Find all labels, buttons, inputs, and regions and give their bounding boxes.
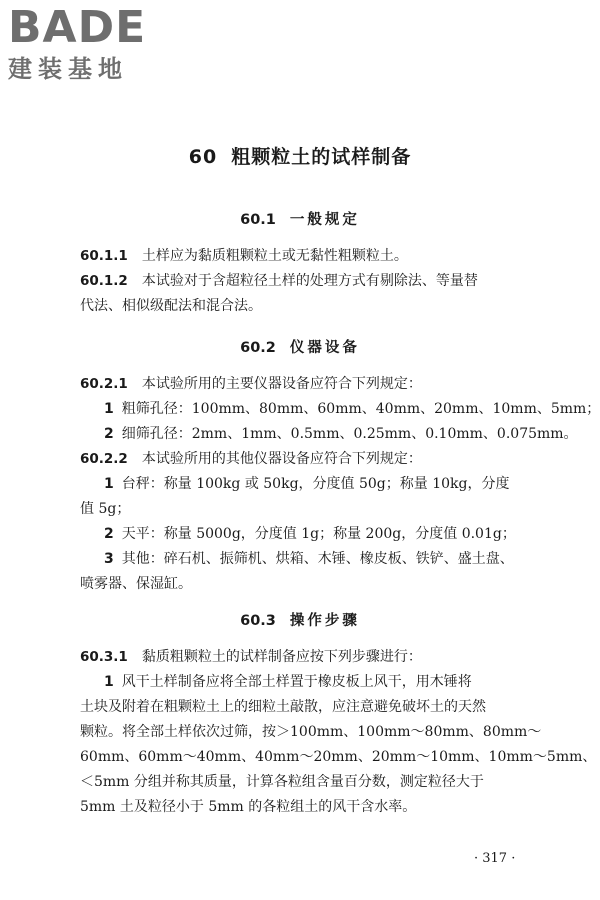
clause-60-2-2 bbox=[80, 450, 540, 468]
item-text: 粗筛孔径：100mm、80mm、60mm、40mm、20mm、10mm、5mm； bbox=[121, 401, 600, 417]
item-text: 风干土样制备应将全部土样置于橡皮板上风干，用木锤将 bbox=[121, 674, 472, 690]
item-60-2-2-3-cont: 喷雾器、保湿缸。 bbox=[80, 576, 192, 592]
item-60-2-1-1 bbox=[104, 400, 600, 418]
clause-number: 60.2.2 bbox=[80, 451, 128, 467]
item-60-3-1-1-cont-5: 5mm 土及粒径小于 5mm 的各粒组土的风干含水率。 bbox=[80, 799, 417, 815]
item-number: 2 bbox=[104, 426, 114, 442]
clause-text: 本试验所用的其他仪器设备应符合下列规定： bbox=[141, 451, 422, 467]
item-60-2-2-1 bbox=[104, 475, 540, 493]
section-number: 60.3 bbox=[240, 613, 276, 629]
item-60-3-1-1-cont-1: 土块及附着在粗颗粒土上的细粒土敲散，应注意避免破坏土的天然 bbox=[80, 699, 486, 715]
clause-60-1-1 bbox=[80, 247, 540, 265]
clause-text: 土样应为黏质粗颗粒土或无黏性粗颗粒土。 bbox=[141, 248, 408, 264]
section-number: 60.2 bbox=[240, 340, 276, 356]
item-number: 3 bbox=[104, 551, 114, 567]
chapter-title bbox=[0, 142, 600, 169]
logo-title: BADE bbox=[8, 2, 147, 53]
item-60-3-1-1-cont-4: ＜5mm 分组并称其质量，计算各粒组含量百分数，测定粒径大于 bbox=[80, 774, 484, 790]
item-60-2-2-3 bbox=[104, 550, 540, 568]
item-number: 1 bbox=[104, 476, 114, 492]
clause-text: 黏质粗颗粒土的试样制备应按下列步骤进行： bbox=[141, 649, 422, 665]
item-60-3-1-1-cont-3: 60mm、60mm～40mm、40mm～20mm、20mm～10mm、10mm～5mm、 bbox=[80, 749, 597, 765]
item-text: 天平：称量 5000g，分度值 1g；称量 200g，分度值 0.01g； bbox=[121, 526, 516, 542]
item-text: 台秤：称量 100kg 或 50kg，分度值 50g；称量 10kg，分度 bbox=[121, 476, 510, 492]
clause-number: 60.3.1 bbox=[80, 649, 128, 665]
page-number: · 317 · bbox=[474, 851, 516, 866]
section-title-text: 仪器设备 bbox=[289, 340, 360, 356]
item-60-2-1-2 bbox=[104, 425, 578, 443]
section-title-text: 一般规定 bbox=[289, 212, 360, 228]
logo bbox=[8, 2, 178, 88]
clause-number: 60.1.1 bbox=[80, 248, 128, 264]
item-60-2-2-2 bbox=[104, 525, 540, 543]
clause-number: 60.1.2 bbox=[80, 273, 128, 289]
item-text: 其他：碎石机、振筛机、烘箱、木锤、橡皮板、铁铲、盛土盘、 bbox=[121, 551, 514, 567]
item-60-3-1-1 bbox=[104, 673, 540, 691]
chapter-number: 60 bbox=[188, 146, 218, 168]
clause-60-3-1 bbox=[80, 648, 540, 666]
item-number: 1 bbox=[104, 401, 114, 417]
clause-60-1-2 bbox=[80, 272, 540, 290]
clause-number: 60.2.1 bbox=[80, 376, 128, 392]
item-number: 1 bbox=[104, 674, 114, 690]
clause-60-2-1 bbox=[80, 375, 540, 393]
section-title-60-3 bbox=[0, 609, 600, 630]
item-60-2-2-1-cont: 值 5g； bbox=[80, 501, 131, 517]
clause-text: 本试验对于含超粒径土样的处理方式有剔除法、等量替 bbox=[141, 273, 478, 289]
clause-text: 本试验所用的主要仪器设备应符合下列规定： bbox=[141, 376, 422, 392]
section-title-60-2 bbox=[0, 336, 600, 357]
item-60-3-1-1-cont-2: 颗粒。将全部土样依次过筛，按＞100mm、100mm～80mm、80mm～ bbox=[80, 724, 542, 740]
section-title-text: 操作步骤 bbox=[289, 613, 360, 629]
section-title-60-1 bbox=[0, 208, 600, 229]
logo-subtitle: 建装基地 bbox=[8, 55, 128, 83]
item-number: 2 bbox=[104, 526, 114, 542]
section-number: 60.1 bbox=[240, 212, 276, 228]
item-text: 细筛孔径：2mm、1mm、0.5mm、0.25mm、0.10mm、0.075mm。 bbox=[121, 426, 578, 442]
clause-60-1-2-cont: 代法、相似级配法和混合法。 bbox=[80, 298, 262, 314]
chapter-title-text: 粗颗粒土的试样制备 bbox=[231, 146, 412, 168]
